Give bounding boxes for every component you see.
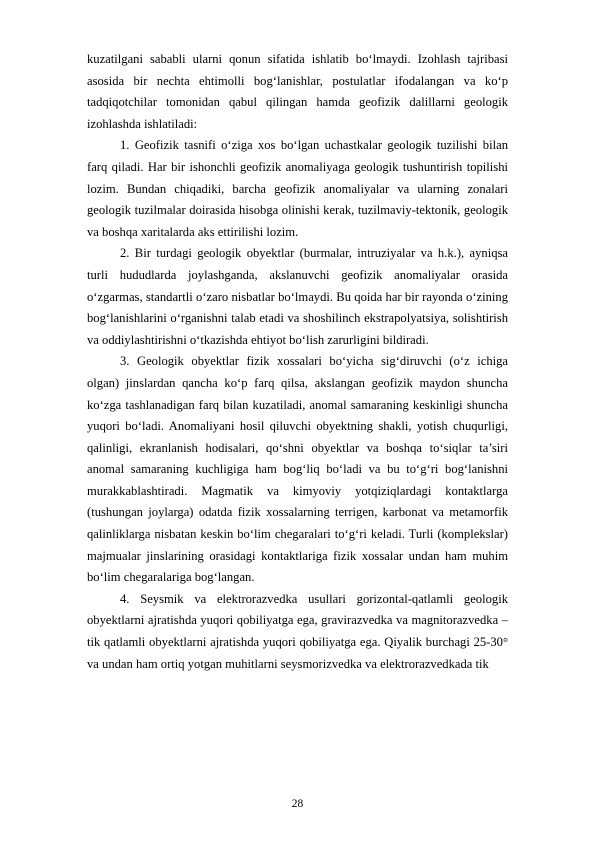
document-body bbox=[87, 49, 508, 675]
paragraph-item-4: 4. Seysmik va elektrorazvedka usullari gorizontal-qatlamli geologik obyektlarni ajratishda yuqori qobiliyatga ega, gravirazvedka va magnitorazvedka – tik qatlamli obyektlarni ajratishda yuqori qobiliyatga ega. Qiyalik burchagi 25-30° va undan ham ortiq yotgan muhitlarni seysmorizvedka va elektrorazvedkada tik bbox=[87, 591, 508, 671]
paragraph-item-1: 1. Geofizik tasnifi o‘ziga xos bo‘lgan uchastkalar geologik tuzilishi bilan farq qiladi. Har bir ishonchli geofizik anomaliyaga geologik tushuntirish topilishi lozim. Bundan chiqadiki, barcha geofizik anomaliyalar va ularning zonalari geologik tuzilmalar doirasida hisobga olinishi kerak, tuzilmaviy-tektonik, geologik va boshqa xaritalarda aks ettirilishi lozim. bbox=[87, 138, 508, 239]
paragraph-item-2: 2. Bir turdagi geologik obyektlar (burmalar, intruziyalar va h.k.), ayniqsa turli hududlarda joylashganda, akslanuvchi geofizik anomaliyalar orasida o‘zgarmas, standartli o‘zaro nisbatlar bo‘lmaydi. Bu qoida har bir rayonda o‘zining bog‘lanishlarini o‘rganishni talab etadi va shoshilinch ekstrapolyatsiya, solishtirish va oddiylashtirishni o‘tkazishda ehtiyot bo‘lish zarurligini bildiradi. bbox=[87, 246, 508, 347]
paragraph-intro: kuzatilgani sababli ularni qonun sifatida ishlatib bo‘lmaydi. Izohlash tajribasi asosida bir nechta ehtimolli bog‘lanishlar, postulatlar ifodalangan va ko‘p tadqiqotchilar tomonidan qabul qilingan hamda geofizik dalillarni geologik izohlashda ishlatiladi: bbox=[87, 52, 508, 131]
page-number: 28 bbox=[291, 798, 304, 810]
paragraph-item-3: 3. Geologik obyektlar fizik xossalari bo‘yicha sig‘diruvchi (o‘z ichiga olgan) jinslardan qancha ko‘p farq qilsa, akslangan geofizik maydon shuncha ko‘zga tashlanadigan farq bilan kuzatiladi, anomal samaraning keskinligi shuncha yuqori bo‘ladi. Anomaliyani hosil qiluvchi obyektning shakli, yotish chuqurligi, qalinligi, ekranlanish hodisalari, qo‘shni obyektlar va boshqa to‘siqlar ta’siri anomal samaraning kuchligiga ham bog‘liq bo‘ladi va bu to‘g‘ri bog‘lanishni murakkablashtiradi. Magmatik va kimyoviy yotqiziqlardagi kontaktlarga (tushungan joylarga) odatda fizik xossalarning terrigen, karbonat va metamorfik qalinliklarga nisbatan keskin bo‘lim chegaralari to‘g‘ri keladi. Turli (komplekslar) majmualar jinslarining orasidagi kontaktlariga fizik xossalar undan ham muhim bo‘lim chegaralariga bog‘langan. bbox=[87, 354, 508, 585]
